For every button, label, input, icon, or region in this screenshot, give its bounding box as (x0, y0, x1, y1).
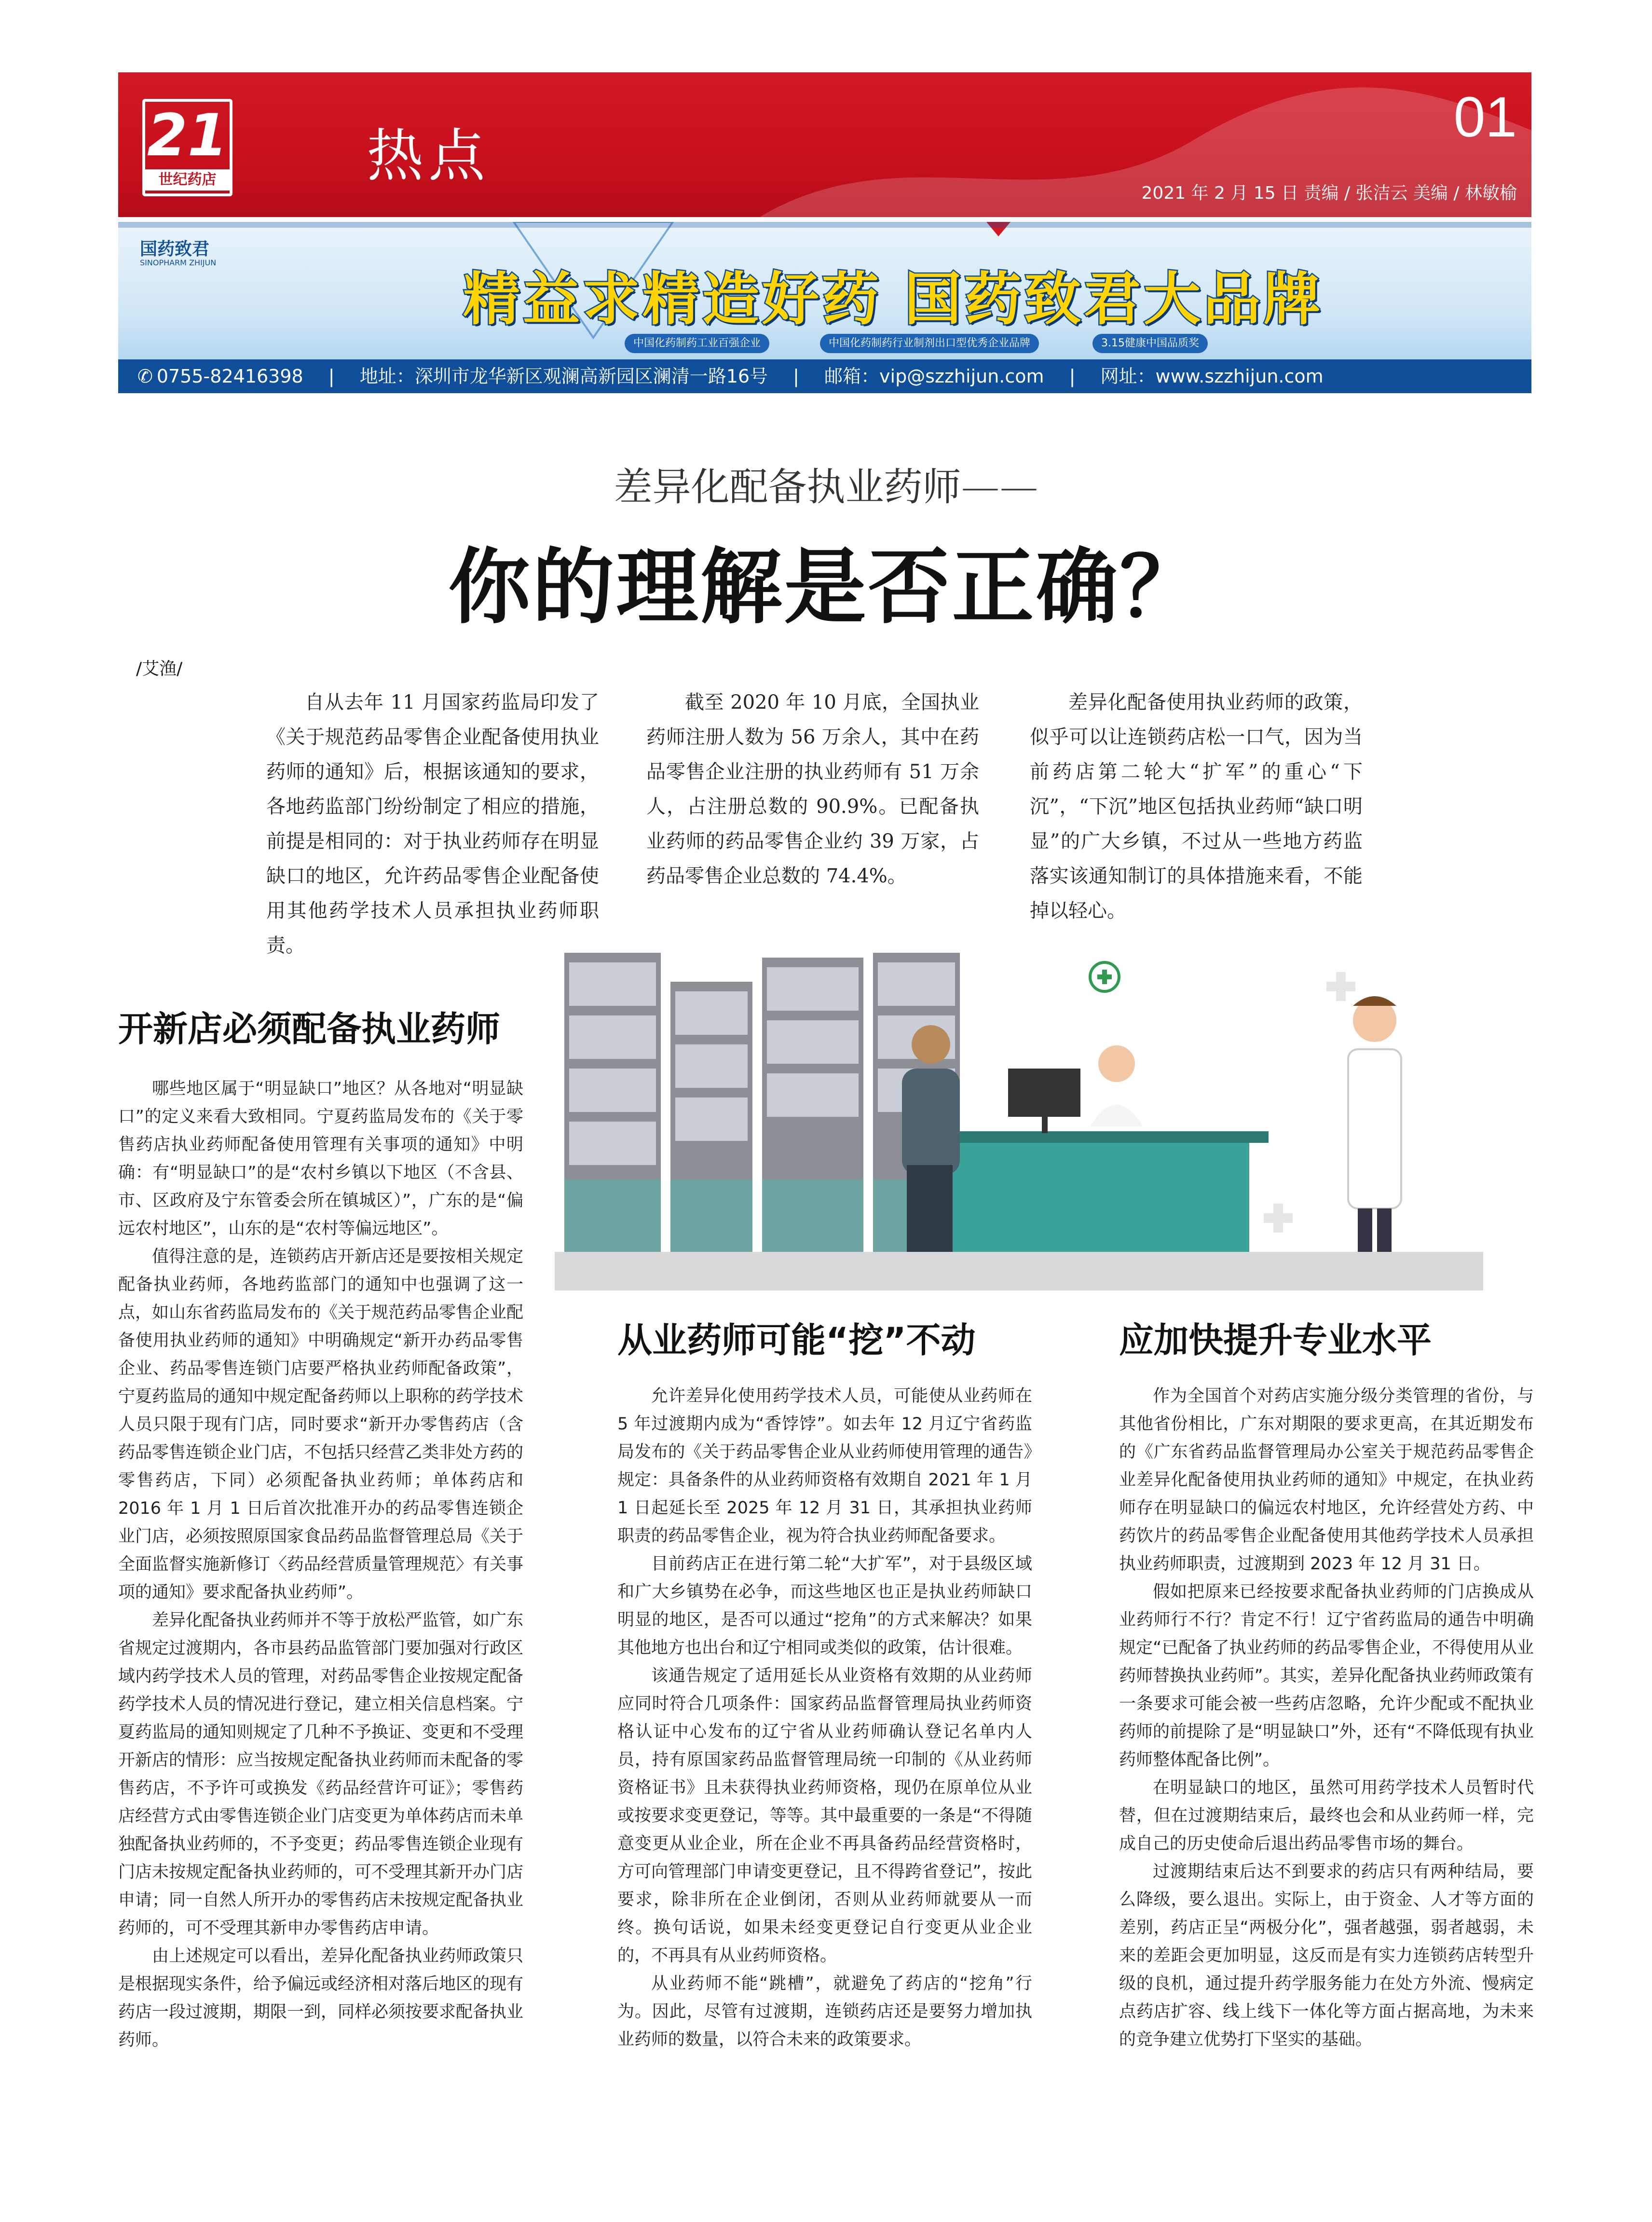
article-kicker: 差异化配备执业药师—— (614, 465, 1038, 509)
section-heading: 开新店必须配备执业药师 (118, 1009, 501, 1049)
body-paragraph: 由上述规定可以看出，差异化配备执业药师政策只是根据现实条件，给予偏远或经济相对落后地区的现有药店一段过渡期，期限一到，同样必须按要求配备执业药师。 (118, 1947, 524, 2050)
issue-meta: 2021 年 2 月 15 日 责编 / 张洁云 美编 / 林敏榆 (1141, 183, 1517, 203)
banner-brand-name: 国药致君 (140, 239, 210, 259)
logo-subtitle: 世纪药店 (145, 169, 230, 191)
section-body (1119, 1382, 1534, 2054)
banner-contact-bar (118, 359, 1531, 393)
award-badge: 中国化药制药行业制剂出口型优秀企业品牌 (820, 334, 1039, 353)
banner-email: 邮箱：vip@szzhijun.com (824, 366, 1044, 387)
banner-slogan: 精益求精造好药 国药致君大品牌 (463, 266, 1324, 332)
lead-paragraph: 自从去年 11 月国家药监局印发了《关于规范药品零售企业配备使用执业药师的通知》后，根据该通知的要求，各地药监部门纷纷制定了相应的措施，前提是相同的：对于执业药师存在明显缺口的地区，允许药品零售企业配备使用其他药学技术人员承担执业药师职责。 (266, 691, 599, 957)
phone-icon: ✆ (137, 366, 153, 387)
section-heading: 从业药师可能“挖”不动 (617, 1320, 976, 1360)
body-paragraph: 在明显缺口的地区，虽然可用药学技术人员暂时代替，但在过渡期结束后，最终也会和从业药师一样，完成自己的历史使命后退出药品零售市场的舞台。 (1119, 1778, 1534, 1853)
body-paragraph: 目前药店正在进行第二轮“大扩军”，对于县级区域和广大乡镇势在必争，而这些地区也正是执业药师缺口明显的地区，是否可以通过“挖角”的方式来解决？如果其他地方也出台和辽宁相同或类似的政策，估计很难。 (617, 1554, 1032, 1658)
lead-paragraph: 差异化配备使用执业药师的政策，似乎可以让连锁药店松一口气，因为当前药店第二轮大“扩军”的重心“下沉”，“下沉”地区包括执业药师“缺口明显”的广大乡镇，不过从一些地方药监落实该通知制订的具体措施来看，不能掉以轻心。 (1030, 691, 1363, 922)
body-paragraph: 允许差异化使用药学技术人员，可能使从业药师在 5 年过渡期内成为“香饽饽”。如去年 12 月辽宁省药监局发布的《关于药品零售企业从业药师使用管理的通告》规定：具备条件的从业药师资格有效期自 2021 年 1 月 1 日起延长至 2025 年 12 月 31 日，其承担执业药师职责的药品零售企业，视为符合执业药师配备要求。 (617, 1386, 1032, 1546)
body-paragraph: 哪些地区属于“明显缺口”地区？从各地对“明显缺口”的定义来看大致相同。宁夏药监局发布的《关于零售药店执业药师配备使用管理有关事项的通知》中明确：有“明显缺口”的是“农村乡镇以下地区（不含县、市、区政府及宁东管委会所在镇城区）”，广东的是“偏远农村地区”，山东的是“农村等偏远地区”。 (118, 1079, 523, 1238)
advertisement-banner (118, 222, 1531, 393)
page-number: 01 (1453, 85, 1517, 149)
body-paragraph: 该通告规定了适用延长从业资格有效期的从业药师应同时符合几项条件：国家药品监督管理局执业药师资格认证中心发布的辽宁省从业药师确认登记名单内人员，持有原国家药品监督管理局统一印制的《从业药师资格证书》且未获得执业药师资格，现仍在原单位从业或按要求变更登记，等等。其中最重要的一条是“不得随意变更从业企业，所在企业不再具备药品经营资格时，方可向管理部门申请变更登记，且不得跨省登记”，按此要求，除非所在企业倒闭，否则从业药师就要从一而终。换句话说，如果未经变更登记自行变更从业企业的，不再具有从业药师资格。 (617, 1666, 1032, 1965)
divider: | (793, 366, 799, 387)
award-badge: 3.15健康中国品质奖 (1092, 334, 1208, 353)
body-paragraph: 差异化配备执业药师并不等于放松严监管，如广东省规定过渡期内，各市县药品监管部门要加强对行政区域内药学技术人员的管理，对药品零售企业按规定配备药学技术人员的情况进行登记，建立相关信息档案。宁夏药监局的通知则规定了几种不予换证、变更和不受理开新店的情形：应当按规定配备执业药师而未配备的零售药店，不予许可或换发《药品经营许可证》；零售药店经营方式由零售连锁企业门店变更为单体药店而未单独配备执业药师的，不予变更；药品零售连锁企业现有门店未按规定配备执业药师的，可不受理其新开办门店申请；同一自然人所开办的零售药店未按规定配备执业药师的，可不受理其新申办零售药店申请。 (118, 1611, 524, 1938)
divider: | (1069, 366, 1076, 387)
body-paragraph: 假如把原来已经按要求配备执业药师的门店换成从业药师行不行？肯定不行！辽宁省药监局的通告中明确规定“已配备了执业药师的药品零售企业，不得使用从业药师替换执业药师”。其实，差异化配备执业药师政策有一条要求可能会被一些药店忽略，允许少配或不配执业药师的前提除了是“明显缺口”外，还有“不降低现有执业药师整体配备比例”。 (1119, 1582, 1534, 1769)
newspaper-logo (142, 99, 232, 196)
section-heading: 应加快提升专业水平 (1119, 1320, 1432, 1360)
lead-paragraph: 截至 2020 年 10 月底，全国执业药师注册人数为 56 万余人，其中在药品零售企业注册的执业药师有 51 万余人，占注册总数的 90.9%。已配备执业药师的药品零售企业约 39 万家，占药品零售企业总数的 74.4%。 (646, 691, 979, 887)
article-headline: 你的理解是否正确？ (448, 539, 1204, 635)
banner-brand-english: SINOPHARM ZHIJUN (140, 258, 217, 267)
award-badge: 中国化药制药工业百强企业 (625, 334, 769, 353)
body-paragraph: 从业药师不能“跳槽”，就避免了药店的“挖角”行为。因此，尽管有过渡期，连锁药店还是要努力增加执业药师的数量，以符合未来的政策要求。 (617, 1974, 1032, 2049)
body-paragraph: 过渡期结束后达不到要求的药店只有两种结局，要么降级，要么退出。实际上，由于资金、人才等方面的差别，药店正呈“两极分化”，强者越强，弱者越弱，未来的差距会更加明显，这反而是有实力连锁药店转型升级的良机，通过提升药学服务能力在处方外流、慢病定点药店扩容、线上线下一体化等方面占据高地，为未来的竞争建立优势打下坚实的基础。 (1119, 1862, 1534, 2049)
article-byline: /艾渔/ (136, 659, 183, 679)
pharmacy-illustration (555, 953, 1483, 1290)
section-body (617, 1382, 1032, 2054)
body-paragraph: 值得注意的是，连锁药店开新店还是要按相关规定配备执业药师，各地药监部门的通知中也强调了这一点，如山东省药监局发布的《关于规范药品零售企业配备使用执业药师的通知》中明确规定“新开办药品零售企业、药品零售连锁门店要严格执业药师配备政策”，宁夏药监局的通知中规定配备药师以上职称的药学技术人员只限于现有门店，同时要求“新开办零售药店（含药品零售连锁企业门店，不包括只经营乙类非处方药的零售药店，下同）必须配备执业药师；单体药店和 2016 年 1 月 1 日后首次批准开办的药品零售连锁企业门店，必须按照原国家食品药品监督管理总局《关于全面监督实施新修订〈药品经营质量管理规范〉有关事项的通知》要求配备执业药师”。 (118, 1247, 524, 1602)
divider: | (328, 366, 335, 387)
logo-number: 21 (147, 102, 228, 169)
banner-website: 网址：www.szzhijun.com (1100, 366, 1324, 387)
banner-address: 地址：深圳市龙华新区观澜高新园区澜清一路16号 (359, 366, 768, 387)
banner-phone: 0755-82416398 (156, 366, 303, 387)
section-title: 热点 (367, 123, 491, 189)
section-body (118, 1075, 523, 2054)
page-header (118, 72, 1531, 217)
body-paragraph: 作为全国首个对药店实施分级分类管理的省份，与其他省份相比，广东对期限的要求更高，在其近期发布的《广东省药品监督管理局办公室关于规范药品零售企业差异化配备使用执业药师的通知》中规定，在执业药师存在明显缺口的偏远农村地区，允许经营处方药、中药饮片的药品零售企业配备使用其他药学技术人员承担执业药师职责，过渡期到 2023 年 12 月 31 日。 (1119, 1386, 1534, 1574)
